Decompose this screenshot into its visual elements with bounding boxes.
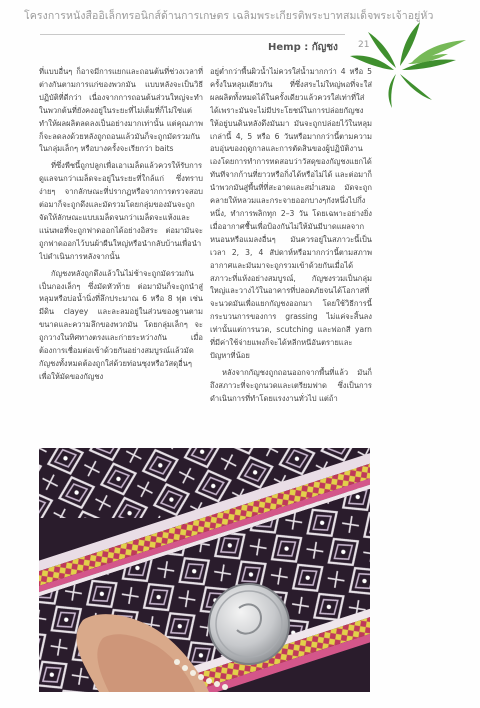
chapter-title: Hemp : กัญชง — [268, 42, 338, 53]
paragraph: ที่ซึ่งพืชนี้ถูกปลูกเพื่อเอาเมล็ดแล้วควรให้รับการดูแลจนกว่าเมล็ดจะอยู่ในระยะที่ใกล้แก่ ซึ่งทราบง่ายๆ จากลักษณะที่ปรากฏหรือจากการตรวจสอบ ต่อมาก็จะถูกดึงและมัดรวมโดยกลุ่มของมันจะถูกจัดให้ลักษณะแบบเมล็ดจนกว่าเมล็ดจะแห้งและแน่นพอที่จะถูกฟาดออกได้อย่างอิสระ ต่อมามันจะถูกฟาดออกไว้บนผ้าผืนใหญ่หรือนำกลับบ้านเพื่อนำไปดำเนินการหลังจากนั้น — [39, 161, 203, 261]
paragraph: อยู่ต่ำกว่าพื้นผิวน้ำไม่ควรใส่น้ำมากกว่า 4 หรือ 5 ครั้งในหลุมเดียวกัน ที่ซึ่งสระไม่ใหญ่พอที่จะใส่ผลผลิตทั้งหมดได้ในครั้งเดียวแล้วควรใส่เท่าที่ใส่ได้เพราะมันจะไม่มีประโยชน์ในการปล่อยกัญชงให้อยู่บนดินหลังดึงมันมา มันจะถูกปล่อยไว้ในหลุมเกล่านี้ 4, 5 หรือ 6 วันหรือมากกว่านี้ตามความอบอุ่นของฤดูกาลและการตัดสินของผู้ปฏิบัติงานเองโดยการทำการทดสอบว่าวัสดุของกัญชงแยกได้ทันทีจากก้านที่ยาวหรือกิ่งได้หรือไม่ได้ และต่อมาก็นำพวกมันสู่พื้นที่ที่สะอาดและสม่ำเสมอ มัดจะถูกคลายให้หลวมและกระจายออกบางๆกังหนึ่งไปกึ่งหนึ่ง, ทำการพลิกทุก 2–3 วัน โดยเฉพาะอย่างยิ่งเมื่ออากาศชื้นเพื่อป้องกันไม่ให้มันมีบาดแผลจากหนอนหรือแมลงอื่นๆ มันควรอยู่ในสภาวะนี้เป็นเวลา 2, 3, 4 สัปดาห์หรือมากกว่านี้ตามสภาพอากาศและมันมาจะถูกรวมเข้าด้วยกันเมื่อได้สภาวะที่แห้งอย่างสมบูรณ์, กัญชงรวมเป็นกลุ่มใหญ่และวางไว้ในอาคารที่ปลอดภัยจนได้โอกาสที่จะนวดมันเพื่อแยกกัญชงออกมา โดยใช้วิธีการนี้กระบวนการของการ grassing ไม่แค่จะสิ้นลงเท่านั้นแต่การนวด, scutching และฟอกสี yarn ที่มีค่าใช้จ่ายแพงก็จะได้หลีกหนีอันตรายและปัญหาที่น้อย — [210, 67, 372, 360]
header-rule — [40, 34, 345, 35]
paragraph: หลังจากกัญชงถูกถอนออกจากพื้นที่แล้ว มันก็ถึงสภาวะที่จะถูกนวดและเตรียมฟาด ซึ่งเป็นการดำเนินการที่ทำโดยแรงงานทั่วไป แต่ถ้า — [210, 367, 372, 403]
left-text-column — [39, 66, 203, 412]
book-title-header: โครงการหนังสืออิเล็กทรอนิกส์ด้านการเกษตร เฉลิมพระเกียรติพระบาทสมเด็จพระเจ้าอยู่หัว — [24, 10, 434, 22]
embroidered-hemp-cloth-photo — [39, 448, 370, 692]
paragraph: กัญชงหลังถูกดึงแล้วในไม่ช้าจะถูกมัดรวมกันเป็นกองเล็กๆ ซึ่งมัดหัวท้าย ต่อมามันก็จะถูกนำสู่หลุมหรือบ่อน้ำนิ่งที่ลึกประมาณ 6 หรือ 8 ฟุต เช่น มีดิน clayey และละลมอยู่ในส่วนของฐานตามขนาดและความลึกของพวกมัน โดยกลุ่มเล็กๆ จะถูกวางในทิศทางตรงและก่ายระหว่างกัน เมื่อต้องการเชื่อมต่อเข้าด้วยกันอย่างสมบูรณ์แล้วมัดกัญชงทั้งหมดต้องถูกใส่ด้วยท่อนซุงหรือวัสดุอื่นๆ เพื่อให้มัดของกัญชง — [39, 268, 203, 381]
right-text-column — [210, 66, 372, 446]
page-number: 21 — [358, 40, 370, 50]
photo-illustration — [39, 448, 370, 692]
paragraph: ที่แบบอื่นๆ ก็อาจมีการแยกและถอนต้นที่ช่วงเวลาที่ต่างกันตามการแก่ของพวกมัน แบบหลังจะเป็นวิธีปฏิบัติที่ดีกว่า เนื่องจากการถอนต้นส่วนใหญ่จะทำในพวกต้นที่ยังคงอยู่ในระยะที่ไม่เต็มที่ก็ไม่ใช่แต่ทำให้ผลผลิตลดลงเป็นอย่างมากเท่านั้น แต่คุณภาพก็จะลดลงด้วยหลังถูกถอนแล้วมันก็จะถูกมัดรวมกันในกลุ่มเล็กๆ หรือบางครั้งจะเรียกว่า baits — [39, 67, 203, 154]
